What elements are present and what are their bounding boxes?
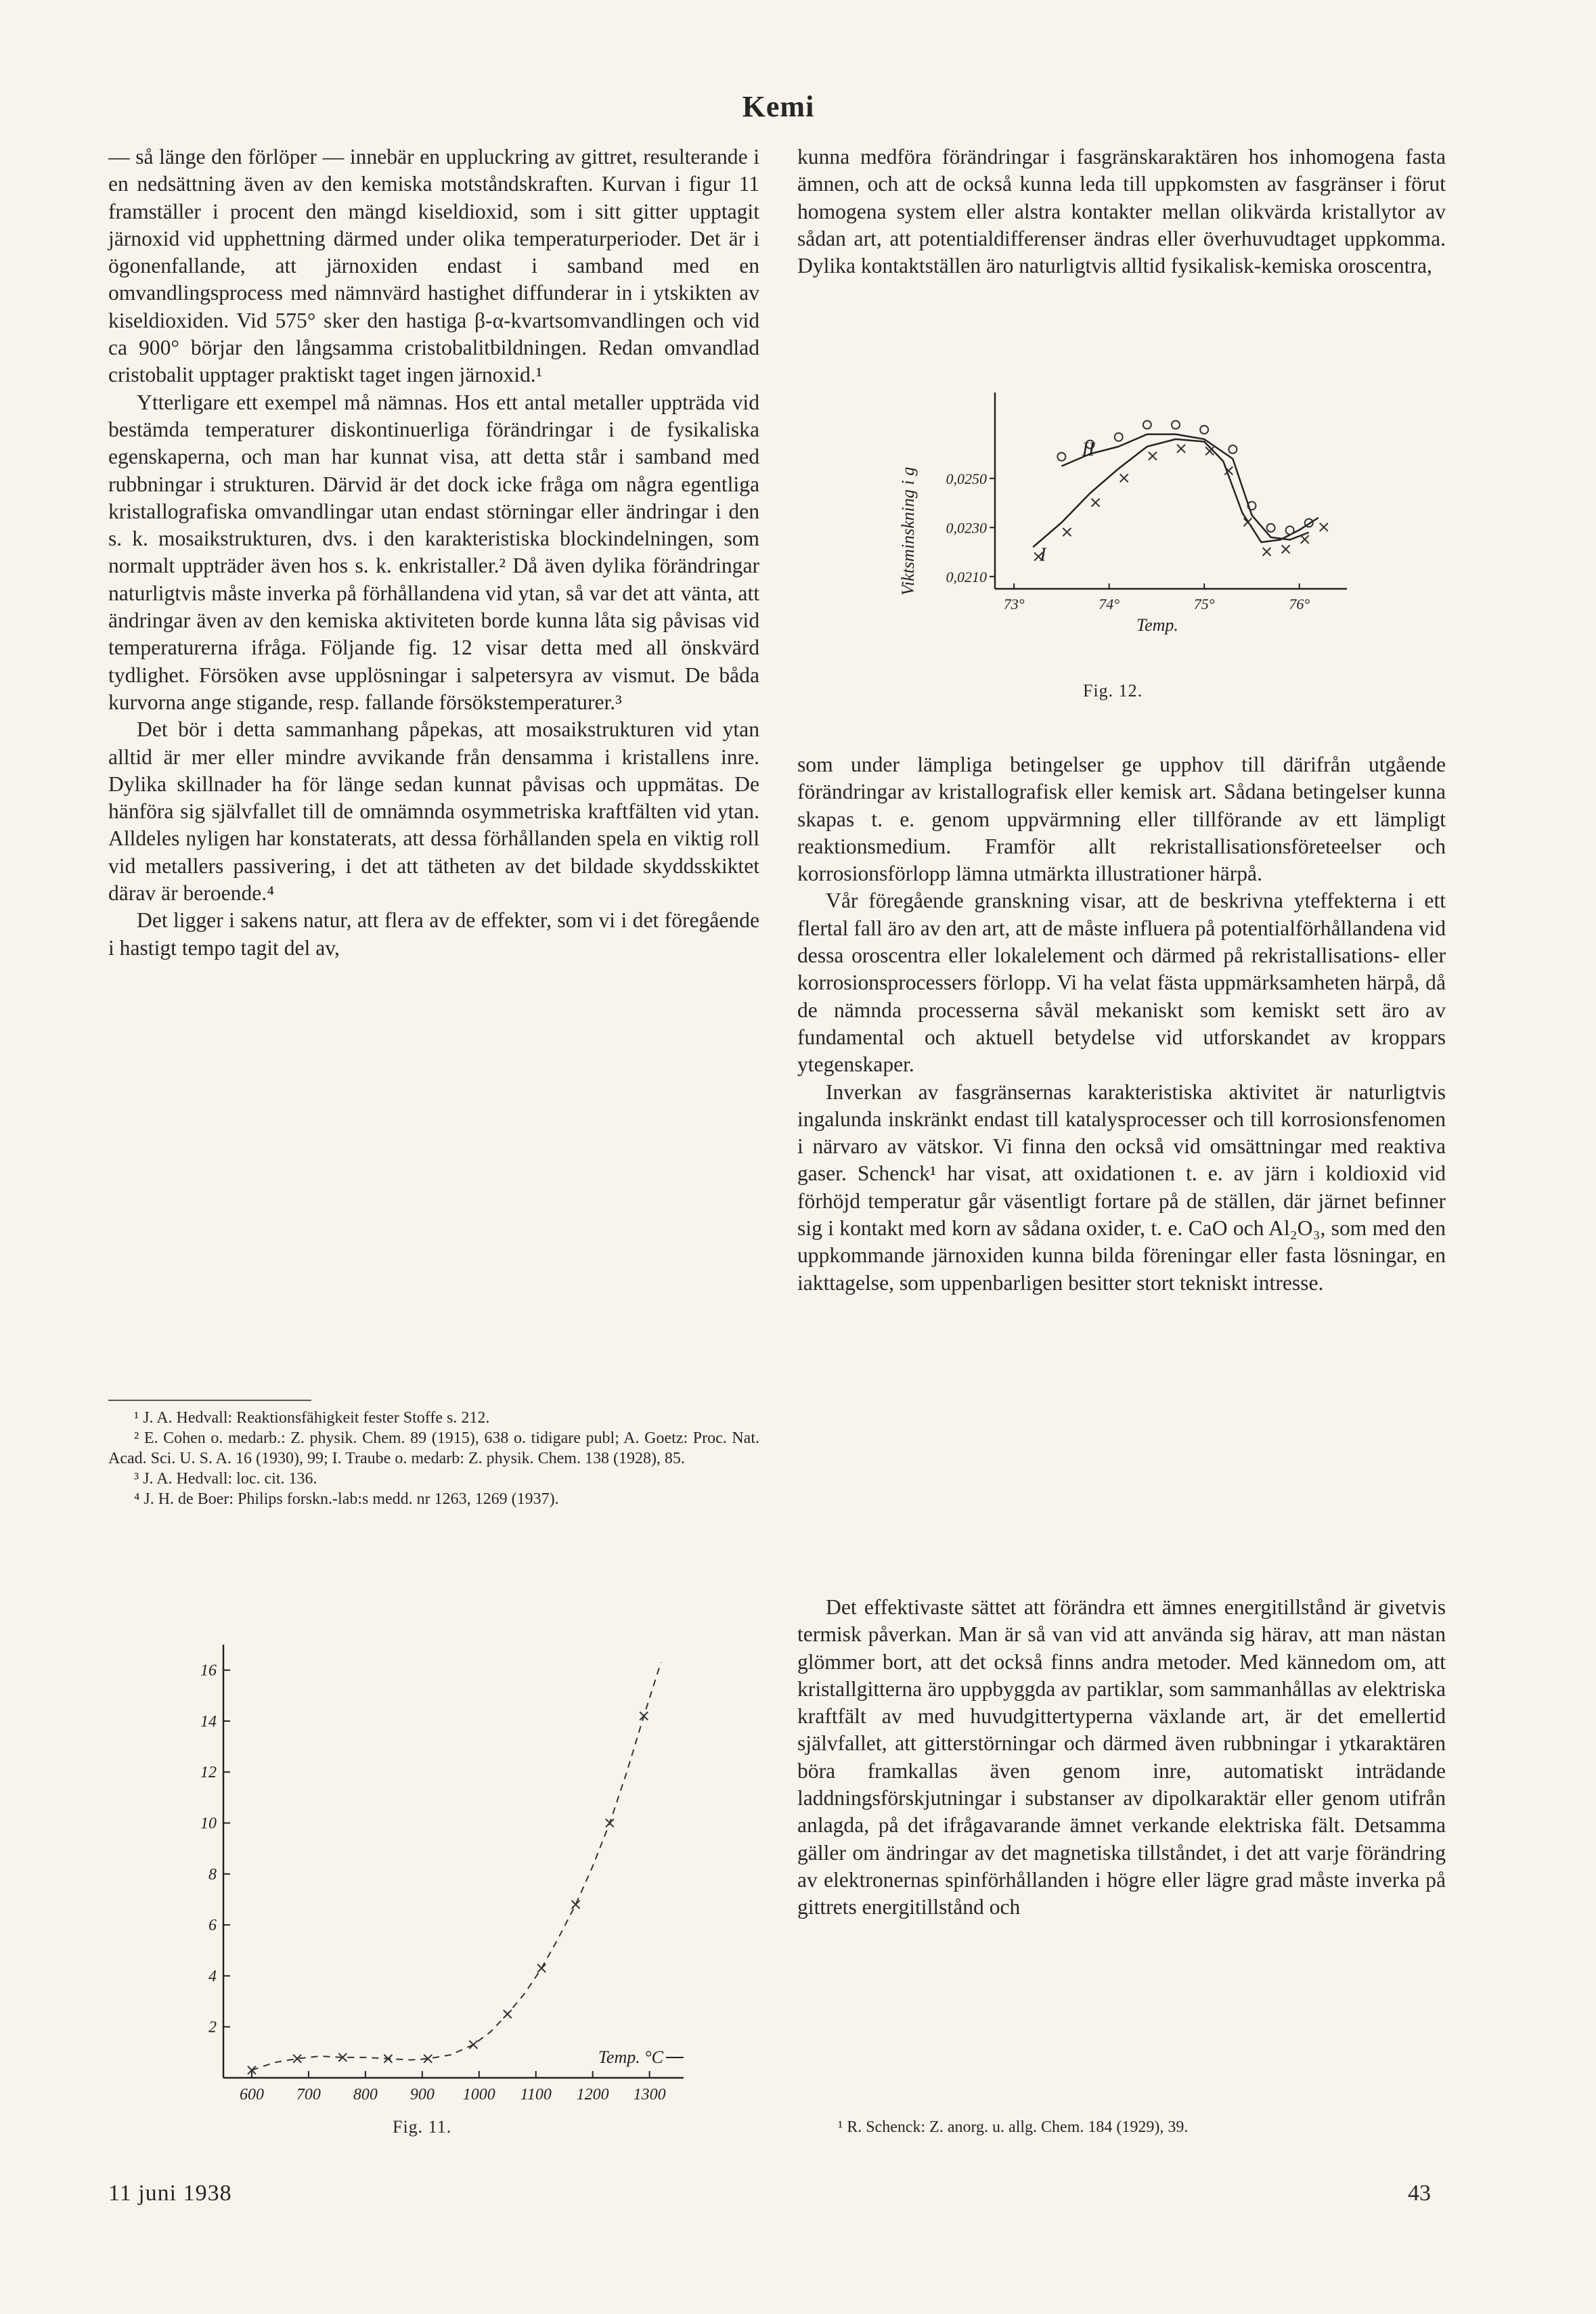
- y-tick-label: 4: [208, 1967, 217, 1986]
- y-tick-label: 0,0210: [946, 568, 987, 585]
- x-tick-label: 800: [353, 2086, 378, 2104]
- x-tick-label: 1100: [520, 2086, 552, 2104]
- data-point: [1267, 524, 1275, 532]
- data-point: [1143, 421, 1151, 429]
- data-point: [504, 2010, 512, 2018]
- data-point: [469, 2041, 477, 2049]
- y-tick-label: 2: [208, 2018, 217, 2037]
- y-tick-label: 10: [200, 1815, 217, 1833]
- right-column-top: [797, 143, 1446, 280]
- footnote-right: [812, 2117, 1446, 2137]
- issue-date: 11 juni 1938: [108, 2181, 232, 2206]
- data-point: [1200, 426, 1208, 434]
- footnote: ² E. Cohen o. medarb.: Z. physik. Chem. 89 (1915), 638 o. tidigare publ; A. Goetz: Proc. Nat. Acad. Sci. U. S. A. 16 (1930), 99; I. Traube o. medarb: Z. physik. Chem. 138 (1928), 85.: [108, 1429, 759, 1467]
- series-curve: [252, 1662, 661, 2070]
- footnote: ⁴ J. H. de Boer: Philips forskn.-lab:s medd. nr 1263, 1269 (1937).: [134, 1490, 559, 1508]
- x-tick-label: 1000: [462, 2086, 495, 2104]
- data-point: [1263, 548, 1271, 556]
- data-point: [1092, 499, 1100, 507]
- y-tick-label: 16: [200, 1662, 217, 1680]
- y-axis-label: Viktsminskning i g: [898, 466, 918, 596]
- data-point: [1177, 445, 1185, 453]
- x-tick-label: 74°: [1099, 596, 1120, 613]
- page-number: 43: [1408, 2181, 1431, 2206]
- footnote: ¹ J. A. Hedvall: Reaktionsfähigkeit fester Stoffe s. 212.: [134, 1409, 490, 1427]
- right-column-middle: [797, 751, 1446, 1297]
- paragraph: Inverkan av fasgränsernas karakteristiska aktivitet är naturligtvis ingalunda inskränkt endast till katalysprocesser och till korrosionsfenomen i närvaro av vätskor. Vi finna den också vid omsättningar med reaktiva gaser. Schenck¹ har visat, att oxidationen t. e. av järn i koldioxid vid förhöjd temperatur går väsentligt fortare på de ställen, där järnet befinner sig i kontakt med korn av sådana oxider, t. e. CaO och Al₂O₃, som med den uppkommande järnoxiden kunna bilda föreningar eller fasta lösningar, en iakttagelse, som uppenbarligen besitter stort tekniskt intresse.: [797, 1080, 1446, 1295]
- figure-12-caption: Fig. 12.: [1083, 681, 1143, 700]
- x-tick-label: 73°: [1003, 596, 1025, 613]
- footnote: ¹ R. Schenck: Z. anorg. u. allg. Chem. 184 (1929), 39.: [838, 2118, 1189, 2136]
- x-tick-label: 1300: [633, 2086, 666, 2104]
- figure-11-chart: [162, 1631, 731, 2132]
- y-tick-label: 0,0250: [946, 470, 987, 487]
- paragraph: Vår föregående granskning visar, att de beskrivna yteffekterna i ett flertal fall äro av den art, att de måste influera på potentialförhållandena vid dessa oroscentra eller lokalelement och därmed på rekristallisations- eller korrosionsprocessers förlopp. Vi ha velat fästa uppmärksamheten härpå, då de nämnda processerna såväl mekaniskt som kemiskt sett äro av fundamental och aktuell betydelse vid utforskandet av kroppars ytegenskaper.: [797, 889, 1446, 1077]
- y-tick-label: 6: [208, 1917, 217, 1935]
- data-point: [1149, 452, 1157, 460]
- y-tick-label: 0,0230: [946, 519, 987, 537]
- right-column-bottom: [797, 1594, 1446, 1921]
- x-tick-label: 900: [409, 2086, 435, 2104]
- paragraph: Ytterligare ett exempel må nämnas. Hos ett antal metaller uppträda vid bestämda temperaturer diskontinuerliga förändringar i de fysikaliska egenskaperna, och man har kunnat visa, att detta står i samband med rubbningar i strukturen. Därvid är det dock icke fråga om några egentliga kristallografiska omvandlingar utan endast störningar eller ändringar i den s. k. mosaikstrukturen, dvs. i den karakteristiska blockindelningen, som normalt uppträder även hos s. k. enkristaller.² Då även dylika förändringar naturligtvis måste inverka på förhållandena vid ytan, så var det att vänta, att ändringar även av den kemiska aktiviteten borde kunna låta sig påvisas vid temperaturerna ifråga. Följande fig. 12 visar detta med all önskvärd tydlighet. Försöken avse upplösningar i salpetersyra av vismut. De båda kurvorna ange stigande, resp. fallande försökstemperaturer.³: [108, 390, 759, 714]
- data-point: [606, 1819, 614, 1827]
- x-tick-label: 1200: [576, 2086, 609, 2104]
- x-tick-label: 600: [239, 2086, 264, 2104]
- data-point: [571, 1900, 579, 1909]
- paragraph: Det ligger i sakens natur, att flera av de effekter, som vi i det föregående i hastigt tempo tagit del av,: [108, 908, 759, 960]
- data-point: [1120, 474, 1128, 482]
- data-point: [1115, 433, 1123, 441]
- footnotes-left: [108, 1408, 759, 1509]
- data-point: [1320, 523, 1328, 531]
- data-point: [1063, 528, 1071, 536]
- series-label: II: [1082, 439, 1095, 460]
- data-point: [1228, 445, 1237, 453]
- data-point: [1172, 421, 1180, 429]
- series-curve: [1033, 439, 1318, 548]
- paragraph: kunna medföra förändringar i fasgränskaraktären hos inhomogena fasta ämnen, och att de också kunna leda till uppkomsten av fasgränser i förut homogena system eller alstra kontakter mellan olikvärda kristallytor av sådan art, att potentialdifferenser ändras eller överhuvudtaget uppkomma. Dylika kontaktställen äro naturligtvis alltid fysikalisk-kemiska oroscentra,: [797, 145, 1446, 278]
- series-label: I: [1040, 544, 1046, 566]
- y-tick-label: 12: [200, 1764, 217, 1782]
- footnote-divider: [108, 1400, 311, 1401]
- x-tick-label: 700: [296, 2086, 321, 2104]
- left-column: [108, 143, 759, 962]
- x-axis-label: Temp. °C: [598, 2047, 663, 2067]
- section-header: Kemi: [742, 90, 815, 123]
- data-point: [1243, 518, 1251, 527]
- data-point: [537, 1964, 546, 1972]
- x-tick-label: 76°: [1289, 596, 1310, 613]
- figure-12-chart: [873, 379, 1374, 690]
- paragraph: — så länge den förlöper — innebär en uppluckring av gittret, resulterande i en nedsättning även av den kemiska motståndskraften. Kurvan i figur 11 framställer i procent den mängd kiseldioxid, som i sitt gitter upptagit järnoxid vid upphettning därmed under olika temperaturperioder. Det är i ögonenfallande, att järnoxiden endast i samband med en omvandlingsprocess med nämnvärd hastighet diffunderar in i ytskikten av kiseldioxiden. Vid 575° sker den hastiga β-α-kvartsomvandlingen och vid ca 900° börjar den långsamma cristobalitbildningen. Redan omvandlad cristobalit upptager praktiskt taget ingen järnoxid.¹: [108, 145, 759, 387]
- paragraph: Det bör i detta sammanhang påpekas, att mosaikstrukturen vid ytan alltid är mer eller mindre avvikande från densamma i kristallens inre. Dylika skillnader ha för länge sedan kunnat påvisas och uppmätas. De hänföra sig självfallet till de omnämnda osymmetriska kraftfälten vid ytan. Alldeles nyligen har konstaterats, att dessa förhållanden spela en viktig roll vid metallers passivering, i det att tätheten av det bildade skyddsskiktet därav är beroende.⁴: [108, 717, 759, 906]
- data-point: [640, 1712, 648, 1720]
- data-point: [1282, 546, 1290, 554]
- x-tick-label: 75°: [1193, 596, 1215, 613]
- x-axis-label: Temp.: [1136, 615, 1178, 635]
- paragraph: som under lämpliga betingelser ge upphov till därifrån utgående förändringar av kristallografisk eller kemisk art. Sådana betingelser kunna skapas t. e. genom uppvärmning eller tillförande av ett lämpligt reaktionsmedium. Framför allt rekristallisationsföreteelser och korrosionsförlopp lämna utmärkta illustrationer härpå.: [797, 753, 1446, 886]
- data-point: [1301, 535, 1309, 543]
- data-point: [1057, 453, 1065, 461]
- figure-11-caption: Fig. 11.: [393, 2117, 452, 2137]
- paragraph: Det effektivaste sättet att förändra ett ämnes energitillstånd är givetvis termisk påverkan. Man är så van vid att använda sig härav, att man nästan glömmer bort, att det också finns andra metoder. Med kännedom om, att kristallgitterna äro uppbyggda av partiklar, som sammanhållas av elektriska kraftfält av med huvudgittertyperna växlande art, är det emellertid självfallet, att gitterstörningar och därmed även rubbningar i ytkaraktären böra framkallas även genom inre, automatiskt inträdande laddningsförskjutningar i substanser av dipolkaraktär eller genom utifrån anlagda, på det ifrågavarande ämnet verkande elektriska fält. Detsamma gäller om ändringar av det magnetiska tillståndet, i det att varje förändring av elektronernas spinförhållanden i högre eller lägre grad måste inverka på gittrets energitillstånd och: [797, 1595, 1446, 1919]
- y-tick-label: 14: [200, 1712, 217, 1731]
- y-tick-label: 8: [208, 1865, 217, 1884]
- data-point: [1286, 527, 1294, 535]
- footnote: ³ J. A. Hedvall: loc. cit. 136.: [134, 1470, 317, 1488]
